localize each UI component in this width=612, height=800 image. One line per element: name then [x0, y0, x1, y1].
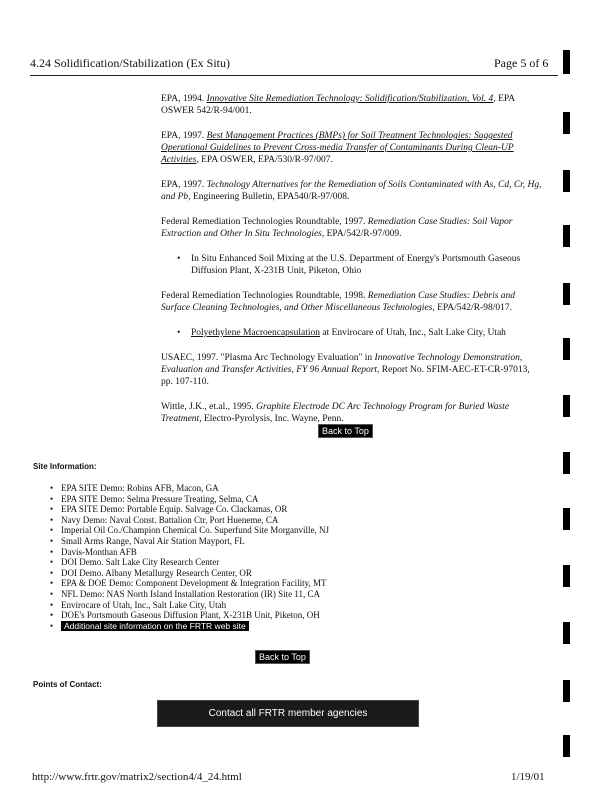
back-to-top-button[interactable]: Back to Top [255, 650, 310, 664]
reference-title: Innovative Technology Demonstration, Evaluation and Transfer Activities, FY 96 Annual Report [161, 353, 523, 375]
site-link[interactable]: • EPA SITE Demo: Selma Pressure Treating, Selma, CA [50, 494, 470, 505]
site-link[interactable]: • NFL Demo: NAS North Island Installation Restoration (IR) Site 11, CA [50, 589, 470, 600]
site-information-heading: Site Information: [33, 462, 97, 471]
macroencapsulation-link[interactable]: Polyethylene Macroencapsulation [191, 328, 321, 338]
reference-item: Federal Remediation Technologies Roundtable, 1998. Remediation Case Studies: Debris and Surface Cleaning Technologies, and Other Miscellaneous Technologies, EPA/542/R-98/017. [161, 291, 516, 313]
points-of-contact-heading: Points of Contact: [33, 680, 102, 689]
site-list-item [50, 621, 470, 632]
case-study-item: • Polyethylene Macroencapsulation at Envirocare of Utah, Inc., Salt Lake City, Utah [161, 327, 543, 339]
reference-title: Graphite Electrode DC Arc Technology Program for Buried Waste Treatment [161, 402, 510, 424]
site-link[interactable]: • DOI Demo. Salt Lake City Research Center [50, 557, 470, 568]
reference-item: EPA, 1994. Innovative Site Remediation Technology: Solidification/Stabilization, Vol. 4, EPA OSWER 542/R-94/001. [161, 94, 515, 116]
back-to-top-button[interactable]: Back to Top [318, 424, 373, 438]
scan-mark [563, 338, 570, 360]
document-title: 4.24 Solidification/Stabilization (Ex Situ) [30, 56, 230, 70]
site-link[interactable]: • Envirocare of Utah, Inc., Salt Lake City, Utah [50, 600, 470, 611]
scan-mark [563, 50, 570, 74]
footer-date: 1/19/01 [511, 771, 545, 783]
site-link[interactable]: • Imperial Oil Co./Champion Chemical Co. Superfund Site Morganville, NJ [50, 525, 470, 536]
scan-mark [563, 680, 570, 702]
scan-mark [563, 112, 570, 134]
reference-item: EPA, 1997. Best Management Practices (BMPs) for Soil Treatment Technologies: Suggested Operational Guidelines to Prevent Cross-media Transfer of Contaminants During Clean-UP Activities, EPA OSWER, EPA/530/R-97/007. [161, 131, 514, 165]
site-link[interactable]: • EPA SITE Demo: Robins AFB, Macon, GA [50, 483, 470, 494]
scan-mark [563, 170, 570, 192]
site-link[interactable]: • EPA & DOE Demo: Component Development & Integration Facility, MT [50, 578, 470, 589]
site-link[interactable]: • Small Arms Range, Naval Air Station Mayport, FL [50, 536, 470, 547]
reference-title: Remediation Case Studies: Debris and Surface Cleaning Technologies, and Other Miscellaneous Technologies [161, 291, 516, 313]
scan-mark [563, 395, 570, 417]
site-link[interactable]: • Navy Demo: Naval Const. Battalion Ctr, Port Hueneme, CA [50, 515, 470, 526]
reference-title[interactable]: Best Management Practices (BMPs) for Soil Treatment Technologies: Suggested Operational Guidelines to Prevent Cross-media Transfer of Contaminants During Clean-UP Activities [161, 131, 514, 165]
reference-item: USAEC, 1997. "Plasma Arc Technology Evaluation" in Innovative Technology Demonstration, Evaluation and Transfer Activities, FY 96 Annual Report, Report No. SFIM-AEC-ET-CR-97013, pp. 107-110. [161, 353, 530, 387]
scan-mark [563, 565, 570, 587]
site-link[interactable]: • Davis-Monthan AFB [50, 547, 470, 558]
additional-site-info-link[interactable]: Additional site information on the FRTR web site [61, 621, 249, 631]
reference-item: Wittle, J.K., et.al., 1995. Graphite Electrode DC Arc Technology Program for Buried Waste Treatment, Electro-Pyrolysis, Inc. Wayne, Penn. [161, 402, 510, 424]
site-list [50, 483, 470, 631]
scan-mark [563, 283, 570, 305]
scan-mark [563, 452, 570, 474]
scan-mark [563, 508, 570, 530]
contact-banner[interactable]: Contact all FRTR member agencies [157, 700, 419, 727]
site-link[interactable]: • DOE's Portsmouth Gaseous Diffusion Plant, X-231B Unit, Piketon, OH [50, 610, 470, 621]
footer-url: http://www.frtr.gov/matrix2/section4/4_24.html [32, 771, 242, 783]
scan-mark [563, 622, 570, 644]
reference-item: EPA, 1997. Technology Alternatives for the Remediation of Soils Contaminated with As, Cd, Cr, Hg, and Pb, Engineering Bulletin, EPA540/R-97/008. [161, 180, 542, 202]
reference-item: Federal Remediation Technologies Roundtable, 1997. Remediation Case Studies: Soil Vapor Extraction and Other In Situ Technologies, EPA/542/R-97/009. [161, 217, 513, 239]
reference-title[interactable]: Innovative Site Remediation Technology: Solidification/Stabilization, Vol. 4 [206, 94, 494, 104]
case-study-link[interactable]: • In Situ Enhanced Soil Mixing at the U.S. Department of Energy's Portsmouth Gaseous Diffusion Plant, X-231B Unit, Piketon, Ohio [161, 253, 543, 277]
site-link[interactable]: • EPA SITE Demo: Portable Equip. Salvage Co. Clackamas, OR [50, 504, 470, 515]
scan-mark [563, 735, 570, 757]
reference-title: Technology Alternatives for the Remediation of Soils Contaminated with As, Cd, Cr, Hg, and Pb [161, 180, 542, 202]
site-link[interactable]: • DOI Demo. Albany Metallurgy Research Center, OR [50, 568, 470, 579]
scan-mark [563, 225, 570, 247]
page-number: Page 5 of 6 [494, 56, 549, 70]
header-rule [30, 75, 558, 76]
references-list [161, 93, 543, 438]
reference-title: Remediation Case Studies: Soil Vapor Extraction and Other In Situ Technologies [161, 217, 513, 239]
